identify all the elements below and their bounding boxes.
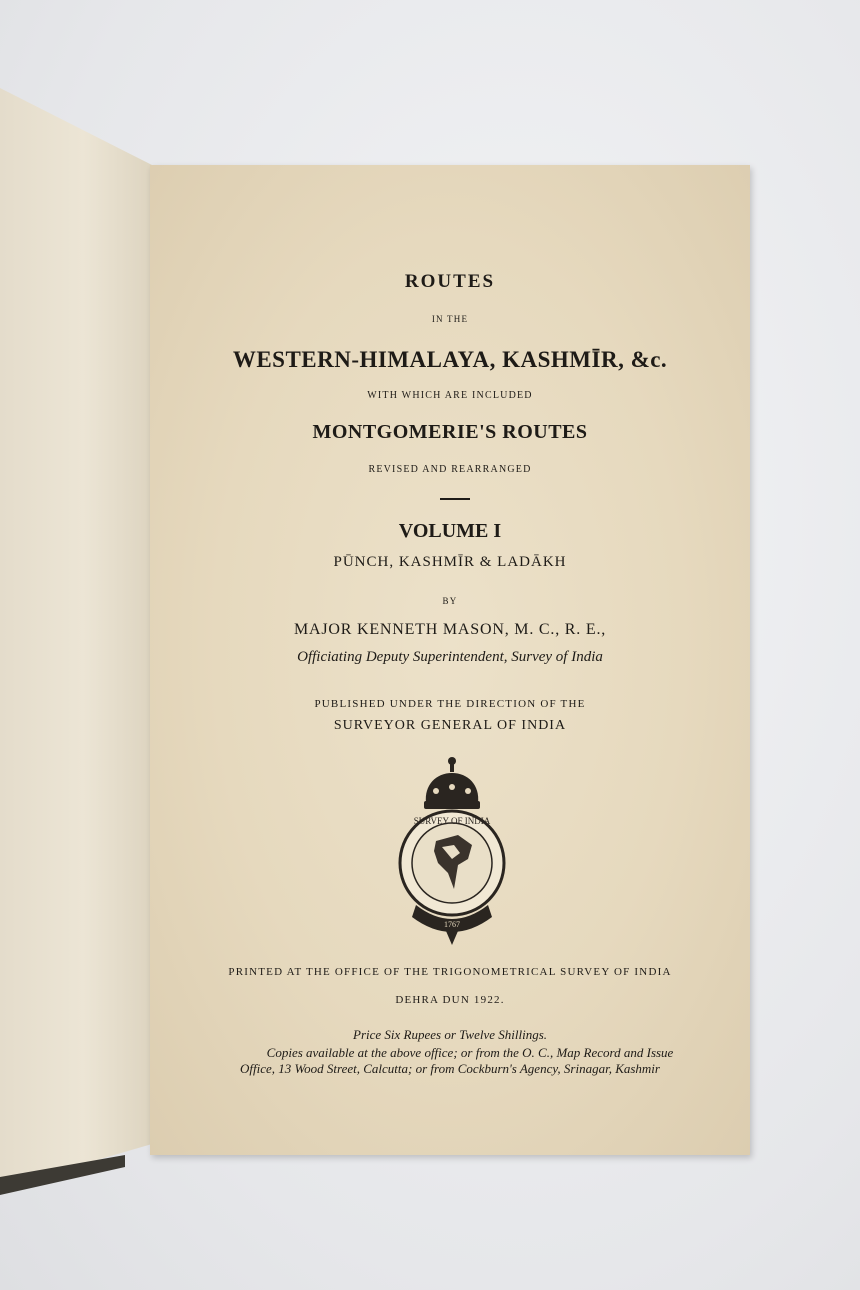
main-title: WESTERN-HIMALAYA, KASHMĪR, &c.: [232, 347, 668, 372]
volume-subtitle: PŪNCH, KASHMĪR & LADĀKH: [333, 554, 567, 570]
by-text: BY: [442, 596, 458, 606]
with-which-text: WITH WHICH ARE INCLUDED: [367, 390, 533, 401]
author-name: MAJOR KENNETH MASON, M. C., R. E.,: [293, 621, 607, 638]
routes-heading: ROUTES: [404, 271, 496, 292]
copies-line-2: Office, 13 Wood Street, Calcutta; or from Cockburn's Agency, Srinagar, Kashmir: [240, 1061, 660, 1076]
copies-line-1: Copies available at the above office; or from the O. C., Map Record and Issue: [266, 1045, 674, 1060]
price-line: Price Six Rupees or Twelve Shillings.: [353, 1027, 547, 1042]
volume-heading: VOLUME I: [398, 520, 502, 542]
in-the-text: IN THE: [431, 314, 469, 324]
surveyor-general: SURVEYOR GENERAL OF INDIA: [333, 718, 567, 733]
left-page: [0, 88, 152, 1188]
place-date: DEHRA DUN 1922.: [395, 994, 505, 1006]
montgomerie-title: MONTGOMERIE'S ROUTES: [312, 421, 588, 443]
revised-text: REVISED AND REARRANGED: [368, 464, 532, 475]
published-under: PUBLISHED UNDER THE DIRECTION OF THE: [314, 698, 586, 710]
survey-of-india-crest-icon: [396, 755, 508, 945]
title-divider: [440, 498, 470, 500]
title-page: [150, 165, 750, 1155]
author-role: Officiating Deputy Superintendent, Survey of India: [297, 649, 603, 665]
crest-year: 1767: [444, 920, 460, 929]
crest-text: SURVEY OF INDIA: [413, 816, 491, 826]
printed-at: PRINTED AT THE OFFICE OF THE TRIGONOMETRICAL SURVEY OF INDIA: [228, 966, 672, 978]
